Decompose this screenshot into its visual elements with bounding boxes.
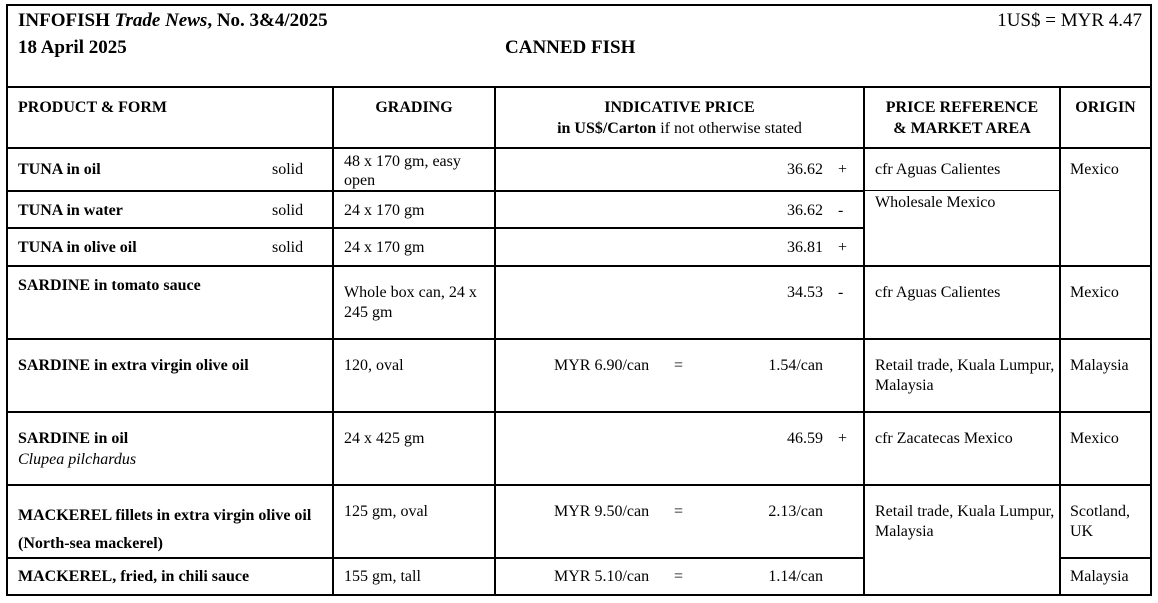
product-form: solid	[272, 202, 304, 219]
grading-value: 24 x 170 gm	[344, 239, 425, 256]
equals-sign: =	[674, 357, 684, 374]
price-value: 34.53	[787, 284, 823, 301]
row-separator	[8, 411, 1150, 413]
price-trend: +	[838, 430, 848, 447]
price-report	[6, 4, 1152, 596]
product-name: SARDINE in tomato sauce	[18, 277, 201, 294]
price-value: 36.62	[787, 202, 823, 219]
market-reference: Wholesale Mexico	[875, 194, 996, 211]
product-form: solid	[272, 161, 304, 178]
row-separator	[8, 190, 863, 192]
grading-value: Whole box can, 24 x 245 gm	[344, 284, 477, 321]
product-name: MACKEREL, fried, in chili sauce	[18, 568, 250, 585]
product-name: SARDINE in oil	[18, 430, 129, 447]
product-form: solid	[272, 239, 304, 256]
local-price: MYR 5.10/can	[554, 568, 650, 585]
origin-value: Malaysia	[1070, 568, 1129, 585]
price-trend: -	[838, 284, 844, 301]
price-trend: +	[838, 161, 848, 178]
issue-number: , No. 3&4/2025	[207, 10, 328, 31]
equals-sign: =	[674, 503, 684, 520]
row-separator	[8, 265, 1150, 267]
publication-title: Trade News	[114, 10, 208, 31]
column-separator	[494, 86, 496, 594]
price-trend: +	[838, 239, 848, 256]
local-price: MYR 9.50/can	[554, 503, 650, 520]
header-price-unit-bold: in US$/Carton	[557, 120, 657, 137]
column-separator	[863, 86, 865, 594]
equals-sign: =	[674, 568, 684, 585]
publication-prefix: INFOFISH	[18, 10, 115, 31]
row-separator	[8, 227, 863, 229]
table-top-border	[8, 86, 1150, 88]
row-separator	[863, 190, 1059, 191]
header-price-unit	[496, 119, 863, 139]
header-price-unit-note: if not otherwise stated	[656, 120, 802, 137]
price-value: 46.59	[787, 430, 823, 447]
grading-value: 125 gm, oval	[344, 503, 428, 520]
grading-value: 24 x 170 gm	[344, 202, 425, 219]
grading-value: 120, oval	[344, 357, 404, 374]
product-name: TUNA in olive oil	[18, 239, 137, 256]
species-name: Clupea pilchardus	[18, 451, 137, 468]
product-name: TUNA in oil	[18, 161, 101, 178]
origin-value: Malaysia	[1070, 357, 1129, 374]
origin-value: Mexico	[1070, 430, 1119, 447]
market-reference: cfr Aguas Calientes	[875, 284, 1001, 301]
row-separator	[8, 338, 1150, 340]
column-separator	[1059, 86, 1061, 594]
price-value: 36.81	[787, 239, 823, 256]
market-reference: cfr Aguas Calientes	[875, 161, 1001, 178]
header-separator	[8, 147, 1150, 149]
header-origin: ORIGIN	[1075, 99, 1136, 116]
header-reference: PRICE REFERENCE	[885, 99, 1039, 116]
price-value: 2.13/can	[768, 503, 823, 520]
product-name: MACKEREL fillets in extra virgin olive oil (North-sea mackerel)	[18, 507, 312, 552]
market-reference: Retail trade, Kuala Lumpur, Malaysia	[875, 357, 1055, 394]
row-separator	[1059, 557, 1150, 559]
grading-value: 155 gm, tall	[344, 568, 421, 585]
price-value: 36.62	[787, 161, 823, 178]
header-price: INDICATIVE PRICE	[604, 99, 755, 116]
origin-value: Mexico	[1070, 284, 1119, 301]
grading-value: 48 x 170 gm, easy open	[344, 153, 461, 189]
market-reference: Retail trade, Kuala Lumpur, Malaysia	[875, 503, 1055, 540]
header-grading: GRADING	[375, 99, 453, 116]
row-separator	[8, 484, 1150, 486]
exchange-rate: 1US$ = MYR 4.47	[997, 10, 1142, 31]
column-separator	[332, 86, 334, 594]
local-price: MYR 6.90/can	[554, 357, 650, 374]
header-reference-area: & MARKET AREA	[893, 120, 1031, 137]
price-trend: -	[838, 202, 844, 219]
section-title: CANNED FISH	[505, 37, 636, 58]
origin-value: Scotland, UK	[1070, 503, 1130, 540]
price-value: 1.14/can	[768, 568, 823, 585]
price-table	[8, 86, 1150, 594]
grading-value: 24 x 425 gm	[344, 430, 425, 447]
header-product: PRODUCT & FORM	[18, 99, 168, 116]
product-name: SARDINE in extra virgin olive oil	[18, 357, 249, 374]
origin-value: Mexico	[1070, 161, 1119, 178]
market-reference: cfr Zacatecas Mexico	[875, 430, 1013, 447]
product-name: TUNA in water	[18, 202, 123, 219]
publication-heading	[18, 10, 328, 32]
report-date: 18 April 2025	[18, 37, 127, 58]
price-value: 1.54/can	[768, 357, 823, 374]
